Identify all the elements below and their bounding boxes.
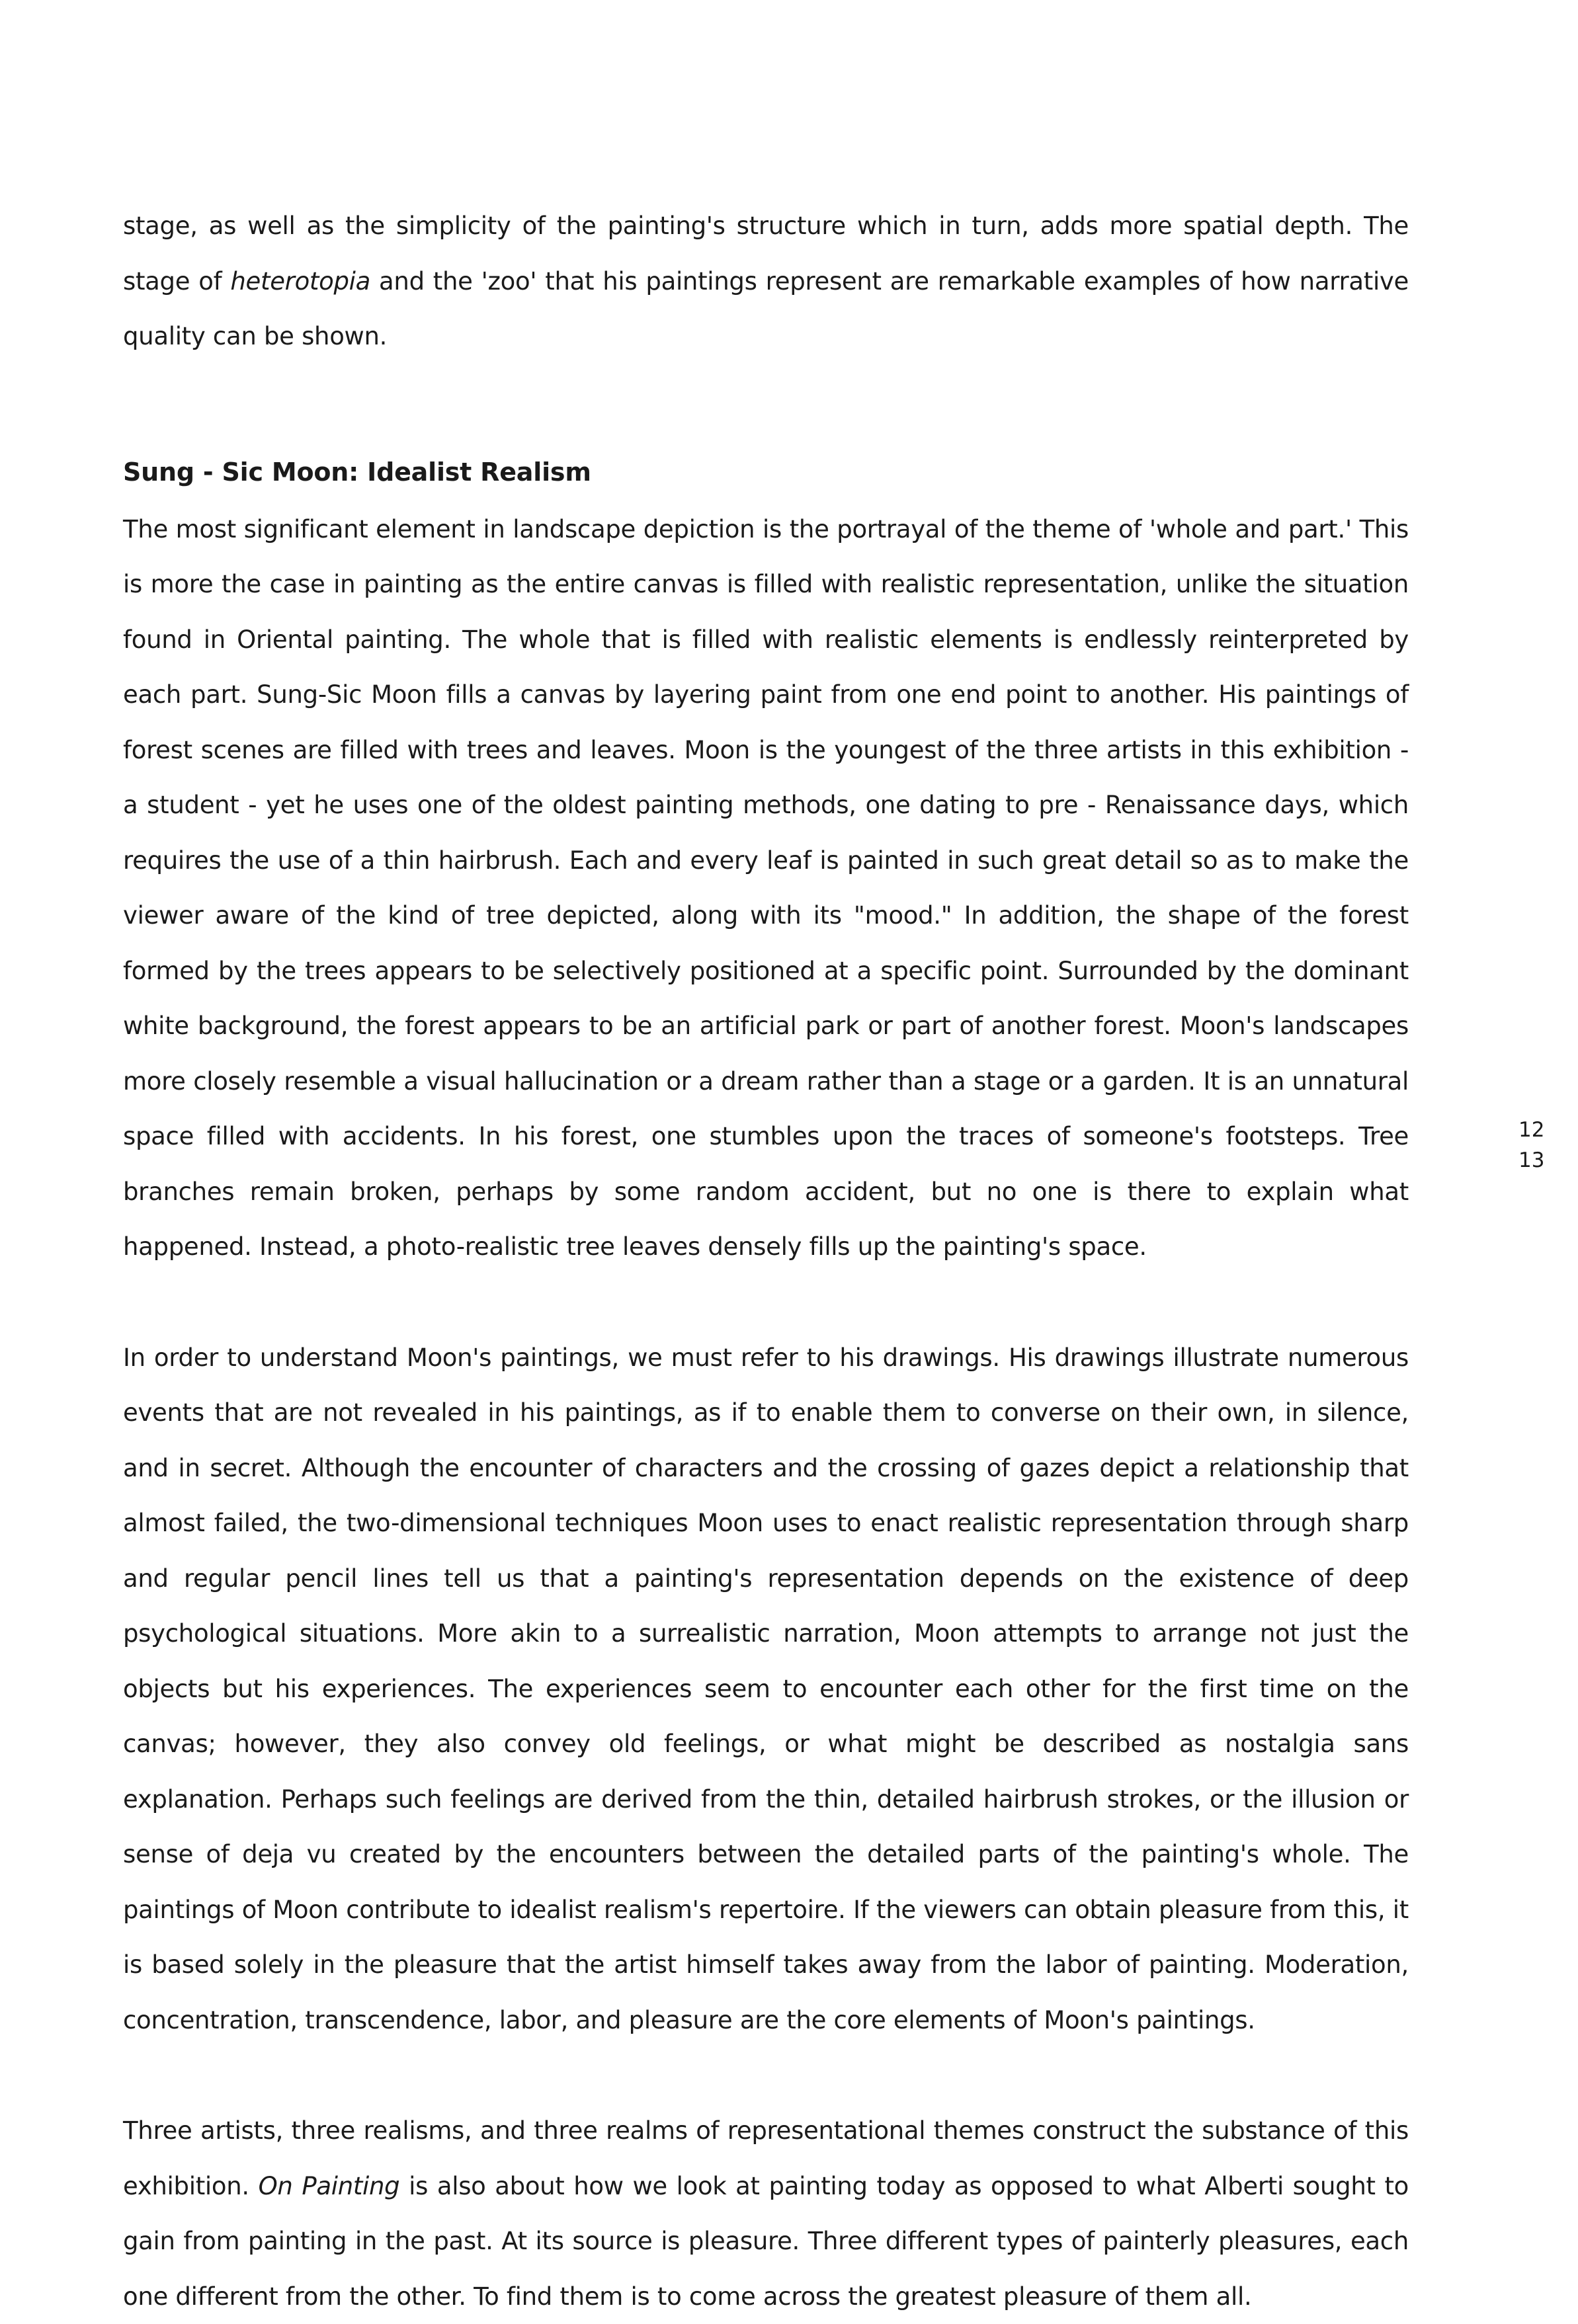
intro-text-start: stage, as well as the simplicity of the painting's structure which in turn, adds more spatial depth. The stage of: [123, 212, 1409, 296]
exhibition-title: On Painting: [258, 2171, 400, 2200]
intro-italic-term: heterotopia: [230, 266, 370, 296]
page-body: [123, 198, 1409, 2324]
page-number-left: 12: [1518, 1118, 1545, 1142]
paragraph-3-start: Three artists, three realisms, and three realms of representational themes construct the substance of this exhibition.: [123, 2116, 1409, 2200]
intro-text-end: and the 'zoo' that his paintings represent are remarkable examples of how narrative quality can be shown.: [123, 266, 1409, 350]
intro-paragraph: [123, 198, 1409, 364]
spacer: [123, 2048, 1409, 2103]
page-numbers: [1518, 1115, 1544, 1176]
paragraph-3-end: is also about how we look at painting today as opposed to what Alberti sought to gain from painting in the past. At its source is pleasure. Three different types of painterly pleasures, each one different from the other. To find them is to come across the greatest pleasure of them all.: [123, 2171, 1409, 2311]
body-paragraph-1: The most significant element in landscape depiction is the portrayal of the theme of 'whole and part.' This is more the case in painting as the entire canvas is filled with realistic representation, unlike the situation found in Oriental painting. The whole that is filled with realistic elements is endlessly reinterpreted by each part. Sung-Sic Moon fills a canvas by layering paint from one end point to another. His paintings of forest scenes are filled with trees and leaves. Moon is the youngest of the three artists in this exhibition - a student - yet he uses one of the oldest painting methods, one dating to pre - Renaissance days, which requires the use of a thin hairbrush. Each and every leaf is painted in such great detail so as to make the viewer aware of the kind of tree depicted, along with its "mood." In addition, the shape of the forest formed by the trees appears to be selectively positioned at a specific point. Surrounded by the dominant white background, the forest appears to be an artificial park or part of another forest. Moon's landscapes more closely resemble a visual hallucination or a dream rather than a stage or a garden. It is an unnatural space filled with accidents. In his forest, one stumbles upon the traces of someone's footsteps. Tree branches remain broken, perhaps by some random accident, but no one is there to explain what happened. Instead, a photo-realistic tree leaves densely fills up the painting's space.: [123, 514, 1409, 1261]
spacer: [123, 364, 1409, 442]
body-paragraph-2: In order to understand Moon's paintings, we must refer to his drawings. His drawings illustrate numerous events that are not revealed in his paintings, as if to enable them to converse on their own, in silence, and in secret. Although the encounter of characters and the crossing of gazes depict a relationship that almost failed, the two-dimensional techniques Moon uses to enact realistic representation through sharp and regular pencil lines tell us that a painting's representation depends on the existence of deep psychological situations. More akin to a surrealistic narration, Moon attempts to arrange not just the objects but his experiences. The experiences seem to encounter each other for the first time on the canvas; however, they also convey old feelings, or what might be described as nostalgia sans explanation. Perhaps such feelings are derived from the thin, detailed hairbrush strokes, or the illusion or sense of deja vu created by the encounters between the detailed parts of the painting's whole. The paintings of Moon contribute to idealist realism's repertoire. If the viewers can obtain pleasure from this, it is based solely in the pleasure that the artist himself takes away from the labor of painting. Moderation, concentration, transcendence, labor, and pleasure are the core elements of Moon's paintings.: [123, 1343, 1409, 2034]
page-number-right: 13: [1518, 1148, 1545, 1172]
section-heading: Sung - Sic Moon: Idealist Realism: [123, 457, 591, 487]
spacer: [123, 1275, 1409, 1330]
body-paragraph-3: [123, 2103, 1409, 2324]
